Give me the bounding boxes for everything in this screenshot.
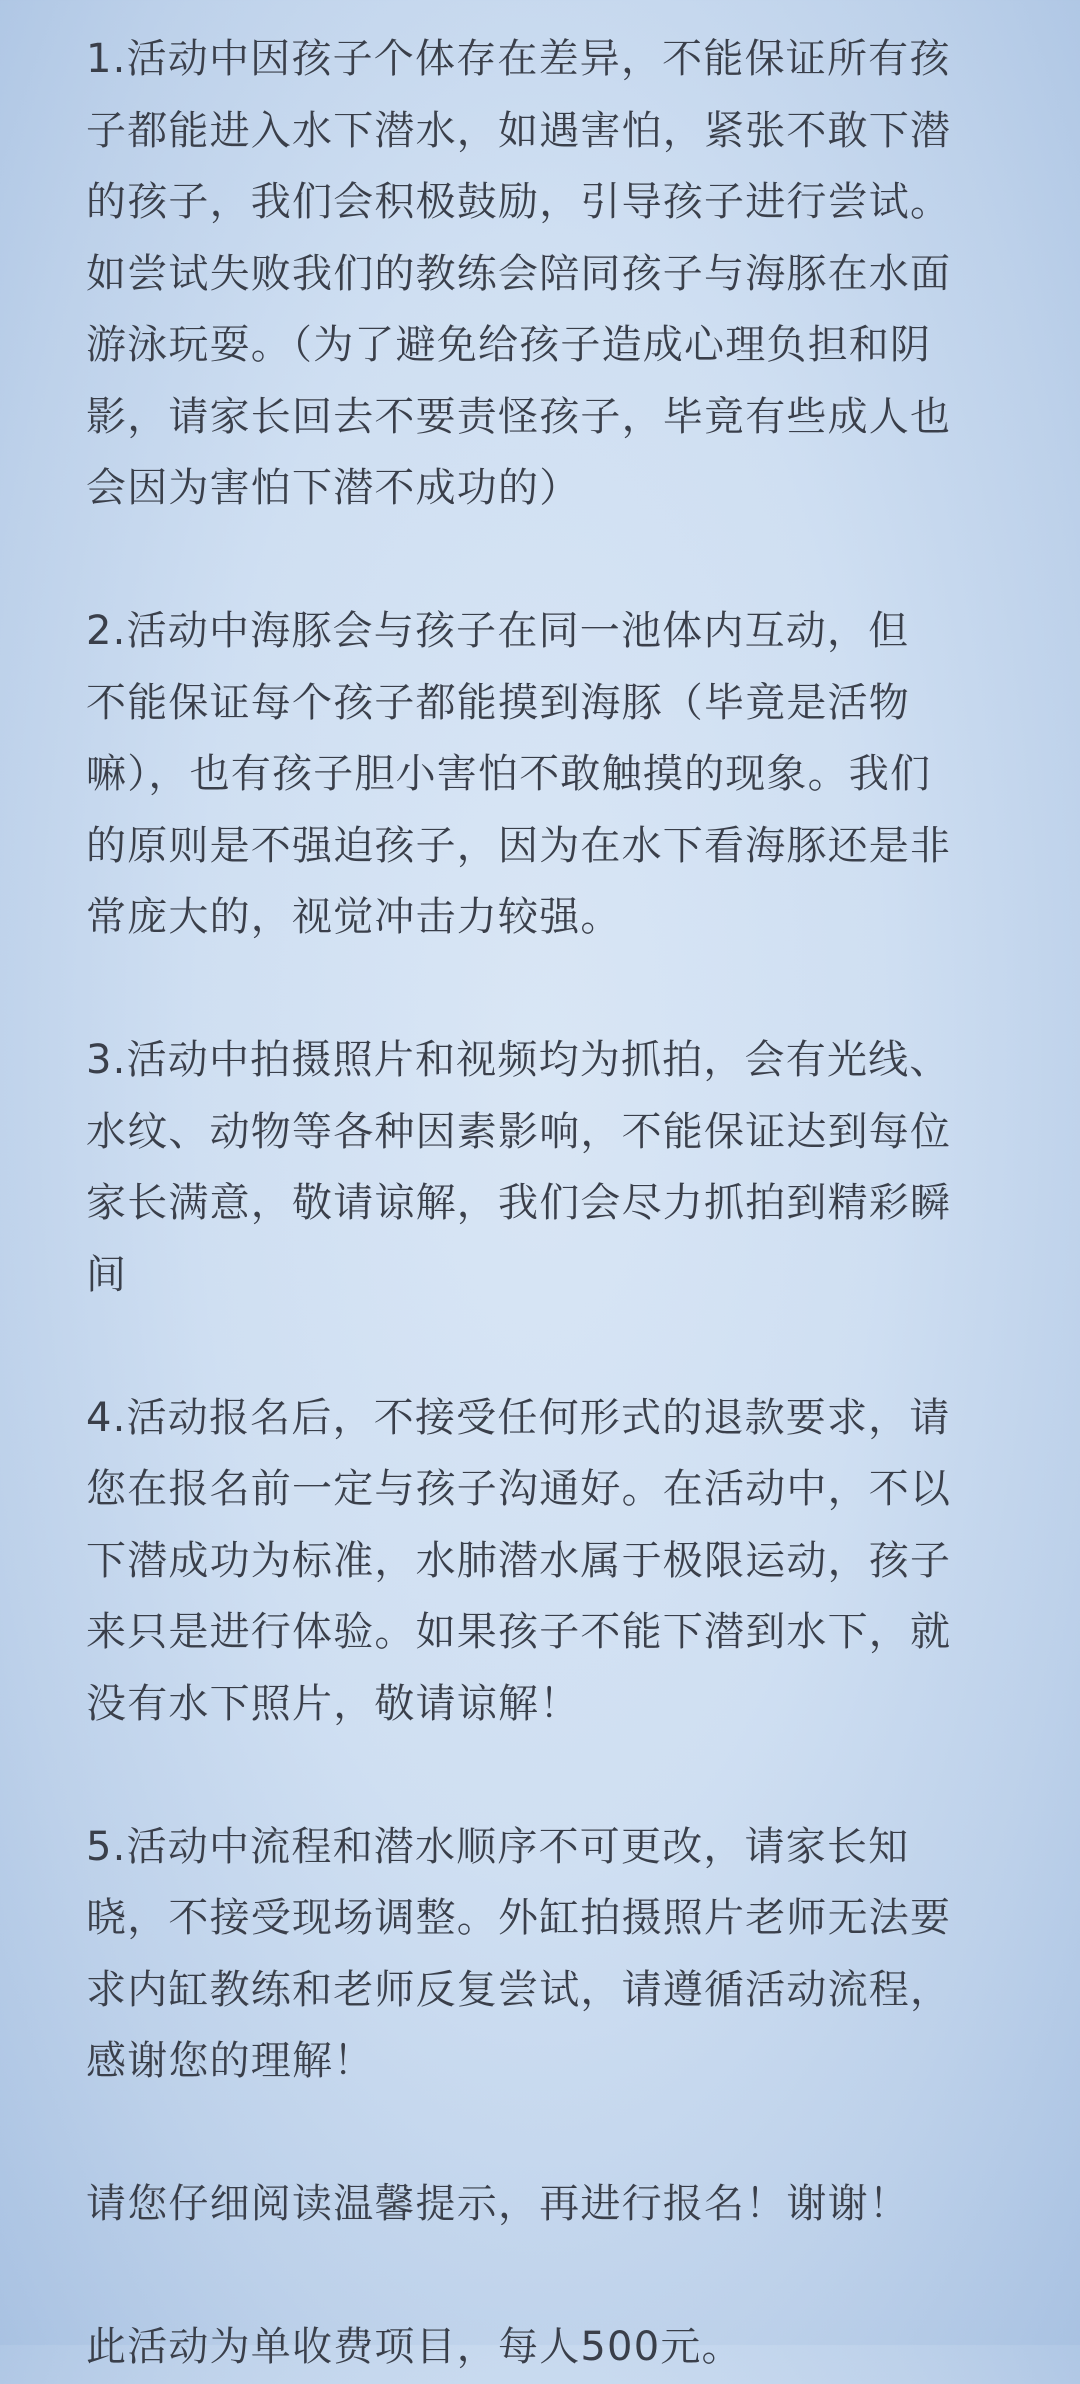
reading-reminder: 请您仔细阅读温馨提示，再进行报名！谢谢！ [86, 2181, 910, 2227]
notice-paragraph-2: 2.活动中海豚会与孩子在同一池体内互动，但 不能保证每个孩子都能摸到海豚（毕竟是活物 嘛），也有孩子胆小害怕不敢触摸的现象。我们 的原则是不强迫孩子，因为在水下看海豚还是非 常庞大的，视觉冲击力较强。 [86, 608, 952, 940]
notice-paragraph-5: 5.活动中流程和潜水顺序不可更改，请家长知 晓，不接受现场调整。外缸拍摄照片老师无法要 求内缸教练和老师反复尝试，请遵循活动流程， 感谢您的理解！ [86, 1823, 952, 2084]
notice-paragraph-3: 3.活动中拍摄照片和视频均为抓拍，会有光线、 水纹、动物等各种因素影响，不能保证达到每位 家长满意，敬请谅解，我们会尽力抓拍到精彩瞬 间 [86, 1037, 952, 1298]
notice-paragraph-4: 4.活动报名后，不接受任何形式的退款要求，请 您在报名前一定与孩子沟通好。在活动中，不以 下潜成功为标准，水肺潜水属于极限运动，孩子 来只是进行体验。如果孩子不能下潜到水下，就 没有水下照片，敬请谅解！ [86, 1394, 952, 1727]
fee-statement: 此活动为单收费项目，每人500元。 [86, 2324, 743, 2370]
notice-paragraph-1: 1.活动中因孩子个体存在差异，不能保证所有孩 子都能进入水下潜水，如遇害怕，紧张不敢下潜 的孩子，我们会积极鼓励，引导孩子进行尝试。 如尝试失败我们的教练会陪同孩子与海豚在水面 游泳玩耍。（为了避免给孩子造成心理负担和阴 影，请家长回去不要责怪孩子，毕竟有些成人也 会因为害怕下潜不成功的） [86, 36, 952, 511]
